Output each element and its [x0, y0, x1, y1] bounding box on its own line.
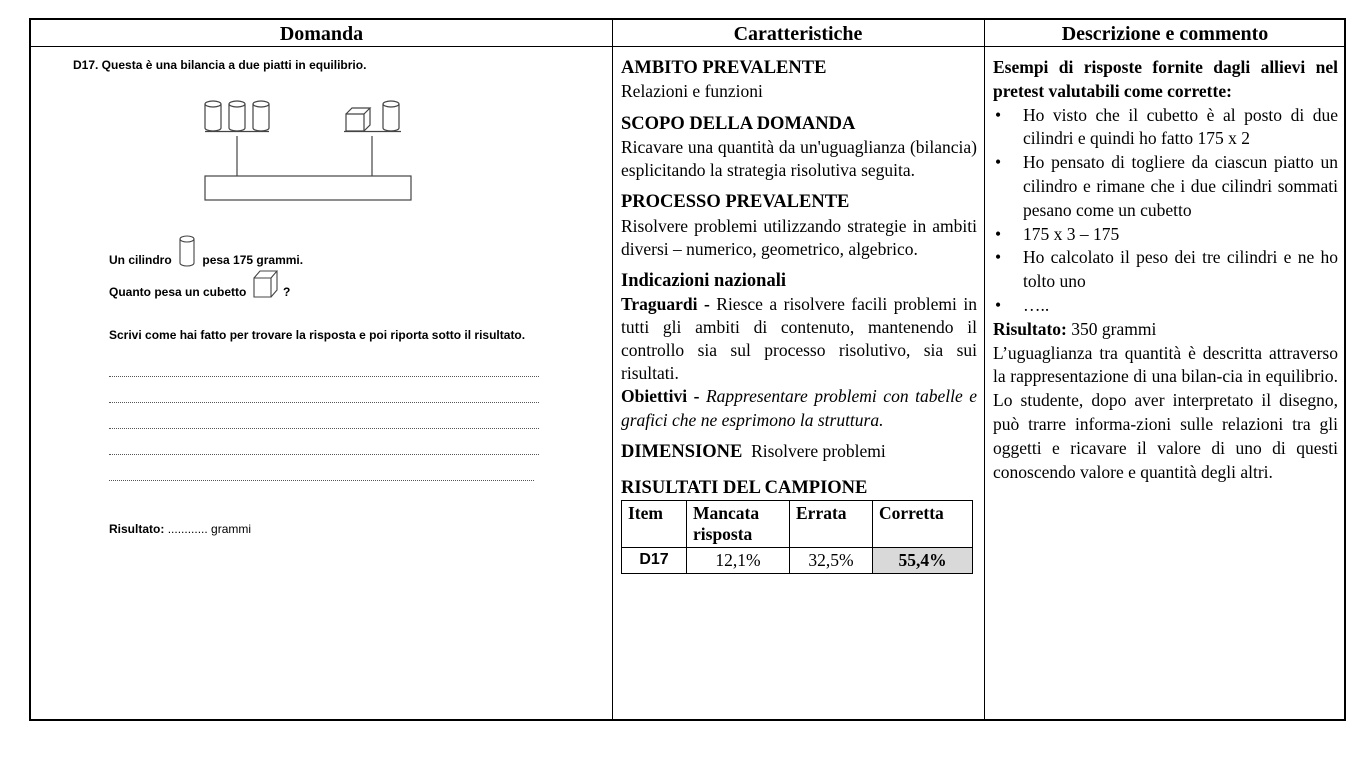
- result-blank[interactable]: ............: [167, 522, 208, 536]
- balance-scale-illustration: [199, 84, 419, 204]
- obiettivi-paragraph: [621, 385, 977, 431]
- characteristics-column: [621, 56, 977, 574]
- examples-title: Esempi di risposte fornite dagli allievi nel pretest valutabili come corrette:: [993, 57, 1338, 101]
- ambito-title: AMBITO PREVALENTE: [621, 58, 827, 78]
- cilindro-weight: pesa 175 grammi.: [202, 253, 304, 267]
- table-row: [622, 548, 973, 574]
- cylinder-icon: [178, 234, 196, 268]
- list-item: • Ho visto che il cubetto è al posto di due cilindri e quindi ho fatto 175 x 2: [1023, 104, 1338, 152]
- header-caratteristiche: Caratteristiche: [733, 22, 863, 45]
- cylinder-icon: [253, 101, 269, 131]
- table-cell-errata: 32,5%: [790, 548, 873, 574]
- traguardi-paragraph: [621, 293, 977, 385]
- results-table: [621, 500, 973, 574]
- traguardi-label: Traguardi -: [621, 294, 710, 315]
- result-unit: grammi: [211, 522, 252, 536]
- cylinder-weight-line: [109, 234, 303, 268]
- list-item: • Ho calcolato il peso dei tre cilindri e ne ho tolto uno: [1023, 246, 1338, 294]
- header-domanda: Domanda: [279, 22, 364, 45]
- table-cell-corretta: 55,4%: [873, 548, 973, 574]
- list-item: • Ho pensato di togliere da ciascun piatto un cilindro e rimane che i due cilindri sommati pesano come un cubetto: [1023, 151, 1338, 222]
- dimensione-text: Risolvere problemi: [751, 440, 886, 461]
- instruction-text: Scrivi come hai fatto per trovare la risposta e poi riporta sotto il risultato.: [109, 328, 526, 342]
- column-divider: [984, 20, 985, 719]
- answer-line[interactable]: [109, 428, 539, 429]
- risultato-value: 350 grammi: [1071, 318, 1157, 339]
- cube-icon: [252, 268, 278, 300]
- scopo-title: SCOPO DELLA DOMANDA: [621, 113, 856, 134]
- table-header-cell: Corretta: [873, 501, 973, 548]
- header-descrizione: Descrizione e commento: [1061, 22, 1269, 45]
- question-title: D17. Questa è una bilancia a due piatti in equilibrio.: [73, 58, 367, 72]
- table-header-cell: Item: [622, 501, 687, 548]
- processo-text: Risolvere problemi utilizzando strategie in ambiti diversi – numerico, geometrico, algebrico.: [621, 215, 977, 259]
- risultato-label: Risultato:: [993, 318, 1067, 339]
- cilindro-label: Un cilindro: [109, 253, 172, 267]
- answer-line[interactable]: [109, 376, 539, 377]
- question-column: [31, 20, 612, 720]
- answer-line[interactable]: [109, 480, 534, 481]
- result-line: [109, 522, 251, 536]
- indicazioni-title: Indicazioni nazionali: [621, 270, 786, 291]
- answer-line[interactable]: [109, 454, 539, 455]
- table-cell-mancata: 12,1%: [687, 548, 790, 574]
- table-header-row: [622, 501, 973, 548]
- cube-question-line: [109, 268, 290, 300]
- processo-title: PROCESSO PREVALENTE: [621, 192, 850, 213]
- cubetto-question-mark: ?: [283, 285, 291, 299]
- dimensione-line: [621, 440, 977, 464]
- ambito-text: Relazioni e funzioni: [621, 81, 763, 102]
- column-divider: [612, 20, 613, 719]
- obiettivi-text: Rappresentare problemi con tabelle e grafici che ne esprimono la struttura.: [621, 386, 977, 430]
- risultato-line: [993, 318, 1338, 342]
- traguardi-text: Riesce a risolvere facili problemi in tutti gli ambiti di contenuto, mantenendo il controllo sia sul processo risolutivo, sia sui risultati.: [621, 294, 977, 384]
- cylinder-icon: [383, 101, 399, 131]
- obiettivi-label: Obiettivi -: [621, 386, 700, 407]
- result-label: Risultato:: [109, 522, 165, 536]
- table-cell-item: D17: [622, 548, 687, 574]
- list-item: • 175 x 3 – 175: [1023, 223, 1338, 247]
- comment-text: L’uguaglianza tra quantità è descritta attraverso la rappresentazione di una bilan-cia in equilibrio. Lo studente, dopo aver interpretato il disegno, può trarre informa-zioni sulle relazioni tra gli oggetti e ricavare il valore di uno di questi conoscendo valore e quantità degli altri.: [993, 342, 1338, 482]
- answer-line[interactable]: [109, 402, 539, 403]
- cubetto-label: Quanto pesa un cubetto: [109, 285, 247, 299]
- risultati-title: RISULTATI DEL CAMPIONE: [621, 478, 868, 499]
- examples-list: [993, 104, 1338, 318]
- list-item: • …..: [1023, 294, 1338, 318]
- table-header-cell: Mancata risposta: [687, 501, 790, 548]
- description-column: [993, 56, 1338, 484]
- item-sheet: [29, 18, 1346, 721]
- cylinder-icon: [229, 101, 245, 131]
- table-header-cell: Errata: [790, 501, 873, 548]
- cylinder-icon: [205, 101, 221, 131]
- scopo-text: Ricavare una quantità da un'uguaglianza (bilancia) esplicitando la strategia risolutiva seguita.: [621, 136, 977, 180]
- cube-icon: [346, 108, 370, 131]
- dimensione-label: DIMENSIONE: [621, 441, 743, 462]
